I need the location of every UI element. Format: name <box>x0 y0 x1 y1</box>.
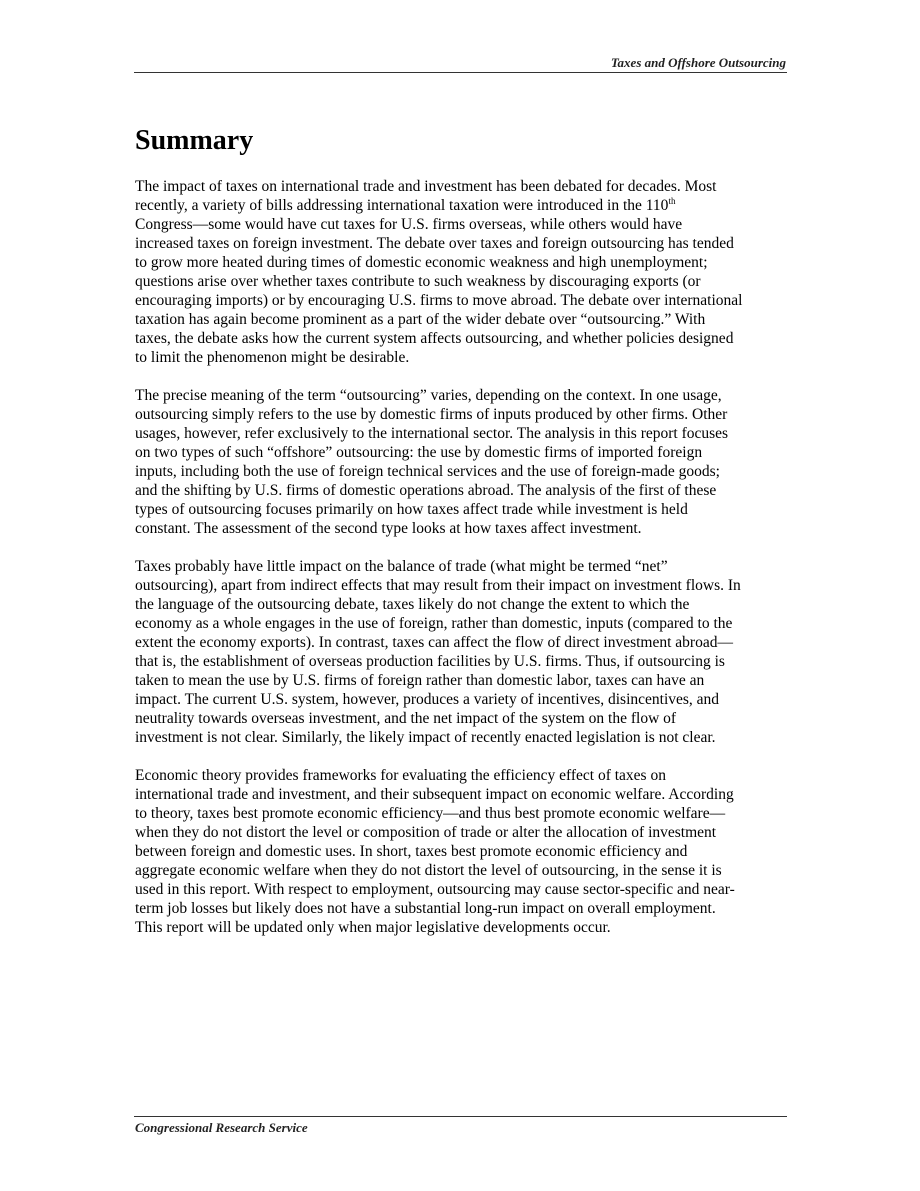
paragraph-line: Congress—some would have cut taxes for U.S. firms overseas, while others would have <box>135 216 683 233</box>
paragraph-line: impact. The current U.S. system, however, produces a variety of incentives, disincentives, and <box>135 691 720 708</box>
paragraph-2 <box>135 386 787 538</box>
paragraph-line: The precise meaning of the term “outsourcing” varies, depending on the context. In one usage, <box>135 387 722 404</box>
paragraph-4 <box>135 766 787 937</box>
paragraph-line: inputs, including both the use of foreign technical services and the use of foreign-made goods; <box>135 463 720 480</box>
header-rule <box>134 72 787 73</box>
paragraph-line <box>135 196 787 215</box>
footer-rule <box>134 1116 787 1117</box>
paragraph-line: aggregate economic welfare when they do not distort the level of outsourcing, in the sense it is <box>135 862 722 879</box>
paragraph-line: that is, the establishment of overseas production facilities by U.S. firms. Thus, if outsourcing is <box>135 653 725 670</box>
line-text: recently, a variety of bills addressing international taxation were introduced in the 110 <box>135 197 669 214</box>
paragraph-line: term job losses but likely does not have a substantial long-run impact on overall employment. <box>135 900 716 917</box>
ordinal-superscript: th <box>668 195 676 206</box>
paragraph-line: Taxes probably have little impact on the balance of trade (what might be termed “net” <box>135 558 668 575</box>
paragraph-line: on two types of such “offshore” outsourcing: the use by domestic firms of imported foreign <box>135 444 703 461</box>
paragraph-3 <box>135 557 787 747</box>
paragraph-line: used in this report. With respect to employment, outsourcing may cause sector-specific and near- <box>135 881 735 898</box>
paragraph-line: types of outsourcing focuses primarily on how taxes affect trade while investment is held <box>135 501 688 518</box>
paragraph-line: to theory, taxes best promote economic efficiency—and thus best promote economic welfare— <box>135 805 726 822</box>
paragraph-line: between foreign and domestic uses. In short, taxes best promote economic efficiency and <box>135 843 688 860</box>
paragraph-line: constant. The assessment of the second type looks at how taxes affect investment. <box>135 520 642 537</box>
paragraph-line: taxation has again become prominent as a part of the wider debate over “outsourcing.” With <box>135 311 706 328</box>
paragraph-line: to grow more heated during times of domestic economic weakness and high unemployment; <box>135 254 708 271</box>
paragraph-line: This report will be updated only when major legislative developments occur. <box>135 919 611 936</box>
paragraph-line: neutrality towards overseas investment, and the net impact of the system on the flow of <box>135 710 677 727</box>
paragraph-line: economy as a whole engages in the use of foreign, rather than domestic, inputs (compared to the <box>135 615 733 632</box>
paragraph-line: usages, however, refer exclusively to the international sector. The analysis in this report focuses <box>135 425 729 442</box>
paragraph-line: outsourcing), apart from indirect effects that may result from their impact on investment flows. In <box>135 577 741 594</box>
paragraph-line: taxes, the debate asks how the current system affects outsourcing, and whether policies designed <box>135 330 734 347</box>
paragraph-line: increased taxes on foreign investment. The debate over taxes and foreign outsourcing has tended <box>135 235 734 252</box>
paragraph-line: extent the economy exports). In contrast, taxes can affect the flow of direct investment abroad— <box>135 634 733 651</box>
paragraph-line: encouraging imports) or by encouraging U.S. firms to move abroad. The debate over international <box>135 292 743 309</box>
paragraph-line: questions arise over whether taxes contribute to such weakness by discouraging exports (or <box>135 273 701 290</box>
paragraph-line: the language of the outsourcing debate, taxes likely do not change the extent to which the <box>135 596 690 613</box>
summary-body <box>135 177 787 956</box>
paragraph-line: to limit the phenomenon might be desirable. <box>135 349 410 366</box>
paragraph-line: Economic theory provides frameworks for evaluating the efficiency effect of taxes on <box>135 767 666 784</box>
paragraph-line: and the shifting by U.S. firms of domestic operations abroad. The analysis of the first of these <box>135 482 717 499</box>
running-header: Taxes and Offshore Outsourcing <box>610 55 786 70</box>
paragraph-line: investment is not clear. Similarly, the likely impact of recently enacted legislation is not clear. <box>135 729 716 746</box>
paragraph-line: when they do not distort the level or composition of trade or alter the allocation of investment <box>135 824 717 841</box>
paragraph-line: international trade and investment, and their subsequent impact on economic welfare. According <box>135 786 734 803</box>
page-footer: Congressional Research Service <box>135 1120 308 1135</box>
paragraph-line: The impact of taxes on international trade and investment has been debated for decades. Most <box>135 178 717 195</box>
page-title: Summary <box>135 125 254 156</box>
paragraph-1 <box>135 177 787 367</box>
paragraph-line: taken to mean the use by U.S. firms of foreign rather than domestic labor, taxes can have an <box>135 672 705 689</box>
paragraph-line: outsourcing simply refers to the use by domestic firms of inputs produced by other firms. Other <box>135 406 728 423</box>
